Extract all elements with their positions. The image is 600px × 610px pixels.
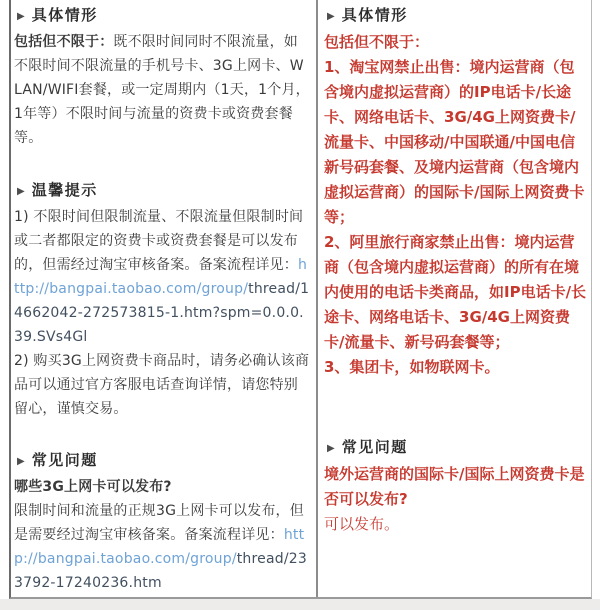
- text-segment: 1) 不限时间但限制流量、不限流量但限制时间或二者都限定的资费卡或资费套餐是可以发布的，但需经过淘宝审核备案。备案流程详见：: [14, 209, 304, 273]
- paragraph: [14, 205, 312, 349]
- paragraph: [324, 462, 587, 512]
- text-segment: 1、淘宝网禁止出售：境内运营商（包含境内虚拟运营商）的IP电话卡/长途卡、网络电话卡、3G/4G上网资费卡/流量卡、中国移动/中国联通/中国电信新号码套餐、及境内运营商（包含境内虚拟运营商）的国际卡/国际上网资费卡等；: [324, 58, 585, 226]
- section-header: [324, 434, 587, 462]
- text-segment: 3、集团卡，如物联网卡。: [324, 358, 500, 376]
- url-link-text[interactable]: http://bangpai.taobao.com/group/: [14, 257, 308, 297]
- section-header-label: 具体情形: [341, 6, 408, 24]
- rules-table: [9, 0, 592, 599]
- url-link-text[interactable]: thread/233792-17240236.htm: [14, 551, 307, 591]
- section-header: [14, 2, 312, 30]
- section-bullet-icon: ▶: [327, 443, 335, 454]
- paragraph: [14, 475, 312, 499]
- section-header-label: 常见问题: [341, 438, 408, 456]
- paragraph: [324, 355, 587, 380]
- text-segment: 2、阿里旅行商家禁止出售：境内运营商（包含境内虚拟运营商）的所有在境内使用的电话卡类商品，如IP电话卡/长途卡、网络电话卡、3G/4G上网资费卡/流量卡、新号码套餐等；: [324, 233, 587, 351]
- url-link-text[interactable]: http://bangpai.taobao.com/group/: [14, 527, 305, 567]
- paragraph: [324, 230, 587, 355]
- section-bullet-icon: ▶: [17, 11, 25, 22]
- section-header: [14, 177, 312, 205]
- paragraph: [14, 499, 312, 595]
- text-segment: 哪些3G上网卡可以发布?: [14, 479, 172, 495]
- column-right: [318, 0, 591, 597]
- column-left: [11, 0, 318, 597]
- paragraph: [14, 349, 312, 421]
- section-bullet-icon: ▶: [17, 186, 25, 197]
- section-header-label: 温馨提示: [31, 181, 98, 199]
- text-segment: 限制时间和流量的正规3G上网卡可以发布，但是需要经过淘宝审核备案。备案流程详见：: [14, 503, 304, 543]
- text-segment: 包括但不限于：: [14, 34, 114, 50]
- section-bullet-icon: ▶: [327, 11, 335, 22]
- paragraph: [324, 512, 587, 537]
- url-link-text[interactable]: thread/14662042-272573815-1.htm?spm=0.0.0.39.SVs4Gl: [14, 281, 310, 345]
- text-segment: 包括但不限于：: [324, 33, 430, 51]
- text-segment: 可以发布。: [324, 515, 400, 533]
- paragraph: [324, 55, 587, 230]
- paragraph: [14, 30, 312, 150]
- text-segment: 既不限时间同时不限流量，如不限时间不限流量的手机号卡、3G上网卡、WLAN/WIFI套餐，或一定周期内（1天，1个月，1年等）不限时间与流量的资费卡或资费套餐等。: [14, 34, 310, 146]
- paragraph: [324, 30, 587, 55]
- page-background-strip: [0, 599, 600, 610]
- section-header-label: 常见问题: [31, 451, 98, 469]
- text-segment: 2) 购买3G上网资费卡商品时，请务必确认该商品可以通过官方客服电话查询详情，请您特别留心，谨慎交易。: [14, 353, 310, 417]
- text-segment: 境外运营商的国际卡/国际上网资费卡是否可以发布?: [324, 465, 585, 508]
- section-header-label: 具体情形: [31, 6, 98, 24]
- section-bullet-icon: ▶: [17, 456, 25, 467]
- section-header: [14, 447, 312, 475]
- section-header: [324, 2, 587, 30]
